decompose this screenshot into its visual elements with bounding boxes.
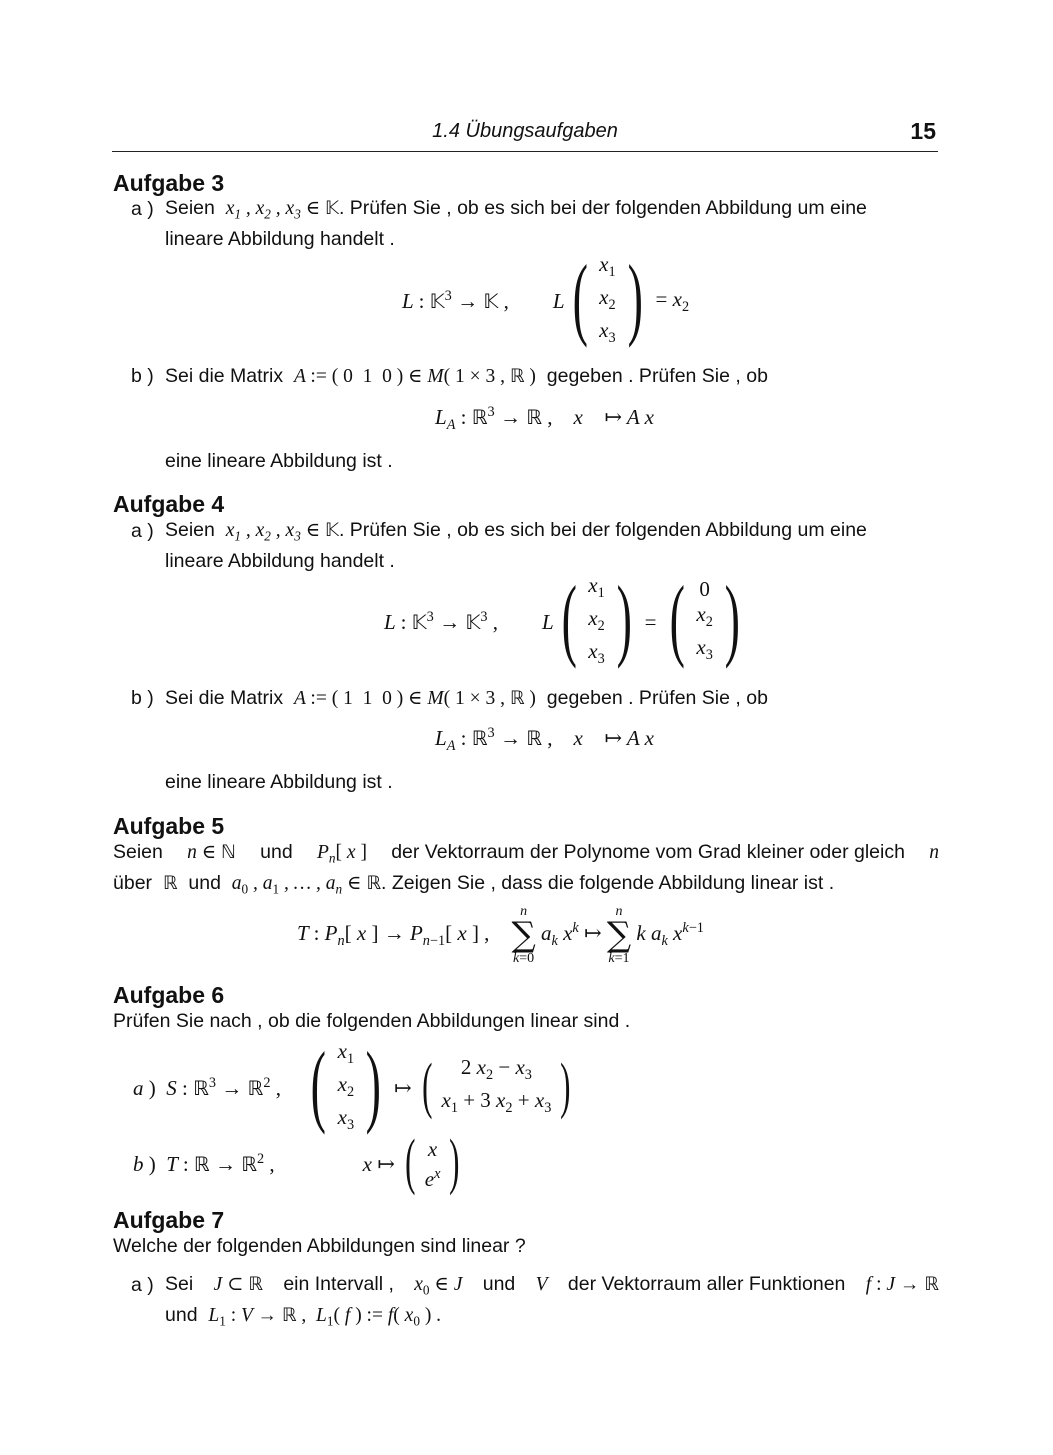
aufgabe-3-a-vars: $x_1$ , $x_2$ , $x_3$ ∈ 𝕂 <box>225 198 339 222</box>
aufgabe-6-a-formula: a ) S : ℝ$^3$ → ℝ$^2$ , ( $x_1$ $x_2$ $x_3$ ) ↦ ( 2 $x_2 - x_3$ $x_1 + 3$ $x_2 + x_3$ ) <box>133 1033 571 1135</box>
aufgabe-5-formula: T : $P_n$[ x ] → $P_{n-1}$[ x ] , n ∑ k=0 $a_k$ $x^k$ ↦ n ∑ k=1 k $a_k$ $x^{k-1}$ <box>297 904 704 966</box>
aufgabe-3-b-conclusion: eine lineare Abbildung ist . <box>165 450 393 472</box>
aufgabe-4-a-formula: L : 𝕂$^3$ → 𝕂$^3$ , L ( $x_1$ $x_2$ $x_3$ ) = ( 0 $x_2$ $x_3$ ) <box>384 567 740 669</box>
aufgabe-6-b-formula: b ) T : ℝ → ℝ$^2$ , x ↦ ( x $e^x$ ) <box>133 1127 460 1196</box>
aufgabe-3-b-formula: $L_A$ : ℝ$^3$ → ℝ , x⃗ ↦ A x⃗ <box>435 404 671 433</box>
aufgabe-4-b-text: Sei die Matrix A := ( 1 1 0 ) ∈ M( 1 × 3 , ℝ ) gegeben . Prüfen Sie , ob <box>165 687 768 709</box>
aufgabe-4-b-conclusion: eine lineare Abbildung ist . <box>165 771 393 793</box>
aufgabe-4-a-label: a ) <box>131 520 154 542</box>
aufgabe-5-heading: Aufgabe 5 <box>113 813 225 839</box>
aufgabe-6-intro: Prüfen Sie nach , ob die folgenden Abbildungen linear sind . <box>113 1010 631 1032</box>
section-title: 1.4 Übungsaufgaben <box>432 120 618 142</box>
aufgabe-6-heading: Aufgabe 6 <box>113 982 225 1008</box>
aufgabe-7-intro: Welche der folgenden Abbildungen sind linear ? <box>113 1235 526 1257</box>
aufgabe-3-a-label: a ) <box>131 198 154 220</box>
aufgabe-4-a-vars: $x_1$ , $x_2$ , $x_3$ ∈ 𝕂 <box>225 520 339 544</box>
aufgabe-3-b-label: b ) <box>131 365 154 387</box>
aufgabe-3-a-text: Seien $x_1$ , $x_2$ , $x_3$ ∈ 𝕂. Prüfen Sie , ob es sich bei der folgenden Abbildung um eine lineare Abbildung handelt . <box>165 197 867 250</box>
running-header <box>112 118 938 152</box>
aufgabe-3-a-formula: L : 𝕂$^3$ → 𝕂 , L ( $x_1$ $x_2$ $x_3$ ) = $x_2$ <box>402 246 690 348</box>
aufgabe-7-a-text: Sei J ⊂ ℝ ein Intervall , $x_0$ ∈ J und V der Vektorraum aller Funktionen f : J → ℝ und $L_1$ : V → ℝ , $L_1$( f ) := f( $x_0$ ) . <box>165 1273 939 1329</box>
aufgabe-4-b-label: b ) <box>131 687 154 709</box>
aufgabe-7-heading: Aufgabe 7 <box>113 1207 225 1233</box>
aufgabe-3-b-text: Sei die Matrix A := ( 0 1 0 ) ∈ M( 1 × 3 , ℝ ) gegeben . Prüfen Sie , ob <box>165 365 768 387</box>
aufgabe-4-b-formula: $L_A$ : ℝ$^3$ → ℝ , x⃗ ↦ A x⃗ <box>435 725 671 754</box>
aufgabe-4-heading: Aufgabe 4 <box>113 491 225 517</box>
aufgabe-4-a-text: Seien $x_1$ , $x_2$ , $x_3$ ∈ 𝕂. Prüfen Sie , ob es sich bei der folgenden Abbildung um eine lineare Abbildung handelt . <box>165 519 867 572</box>
aufgabe-7-a-label: a ) <box>131 1274 154 1296</box>
aufgabe-3-heading: Aufgabe 3 <box>113 170 225 196</box>
aufgabe-5-text: Seien n ∈ ℕ und $P_n$[ x ] der Vektorraum der Polynome vom Grad kleiner oder gleich n über ℝ und $a_0$ , $a_1$ , … , $a_n$ ∈ ℝ. Zeigen Sie , dass die folgende Abbildung linear ist . <box>113 841 939 897</box>
page-number: 15 <box>910 118 936 144</box>
